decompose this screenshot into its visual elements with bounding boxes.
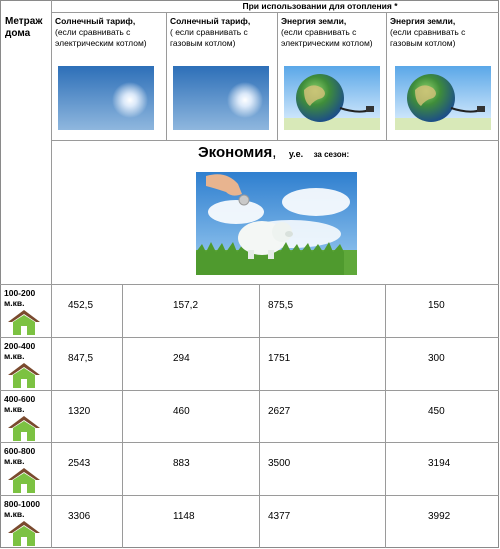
table-cell: 300 xyxy=(428,353,445,364)
table-cell: 875,5 xyxy=(268,300,294,311)
house-icon xyxy=(7,415,41,441)
savings-comma: , xyxy=(272,144,277,161)
column-note: (если сравнивать с электрическим котлом) xyxy=(281,27,373,48)
table-cell: 2543 xyxy=(68,458,91,469)
table-cell: 3500 xyxy=(268,458,291,469)
table-cell: 3306 xyxy=(68,511,91,522)
area-range: 200-400 xyxy=(4,341,36,351)
column-note: (если сравнивать с электрическим котлом) xyxy=(55,27,147,48)
column-note: ( если сравнивать с газовым котлом) xyxy=(170,27,248,48)
table-cell: 4377 xyxy=(268,511,291,522)
divider xyxy=(166,12,167,140)
sun-image xyxy=(58,66,154,130)
table-cell: 3194 xyxy=(428,458,451,469)
area-range-label xyxy=(4,288,35,308)
divider xyxy=(0,442,499,443)
table-cell: 460 xyxy=(173,406,190,417)
area-range-label xyxy=(4,394,35,414)
area-unit: м.кв. xyxy=(4,351,25,361)
column-note: (если сравнивать с газовым котлом) xyxy=(390,27,466,48)
table-cell: 3992 xyxy=(428,511,451,522)
area-header-line2: дома xyxy=(5,28,31,39)
divider xyxy=(277,12,278,140)
area-unit: м.кв. xyxy=(4,404,25,414)
area-range-label xyxy=(4,499,40,519)
divider xyxy=(386,12,387,140)
house-icon xyxy=(7,362,41,388)
piggy-bank-image xyxy=(196,172,357,275)
area-range: 600-800 xyxy=(4,446,36,456)
sun-image xyxy=(173,66,269,130)
divider xyxy=(51,12,499,13)
house-icon xyxy=(7,467,41,493)
group-title: При использовании для отопления * xyxy=(242,1,398,11)
area-range-label xyxy=(4,341,35,361)
column-title: Энергия земли, xyxy=(390,16,456,26)
column-header-1 xyxy=(55,16,165,49)
divider xyxy=(0,337,499,338)
column-title: Энергия земли, xyxy=(281,16,347,26)
savings-season: за сезон: xyxy=(313,150,350,159)
divider xyxy=(0,390,499,391)
divider xyxy=(51,0,52,548)
table-cell: 847,5 xyxy=(68,353,94,364)
savings-word: Экономия xyxy=(198,144,273,161)
column-header-3 xyxy=(281,16,385,49)
table-cell: 452,5 xyxy=(68,300,94,311)
table-cell: 150 xyxy=(428,300,445,311)
divider xyxy=(0,284,499,285)
area-range: 100-200 xyxy=(4,288,36,298)
divider xyxy=(0,495,499,496)
divider xyxy=(385,284,386,548)
house-icon xyxy=(7,309,41,335)
savings-title xyxy=(198,144,349,162)
area-range-label xyxy=(4,446,35,466)
area-range: 800-1000 xyxy=(4,499,40,509)
area-range: 400-600 xyxy=(4,394,36,404)
table-cell: 1148 xyxy=(173,511,195,522)
divider xyxy=(51,140,499,141)
table-cell: 2627 xyxy=(268,406,291,417)
house-icon xyxy=(7,520,41,546)
table-cell: 157,2 xyxy=(173,300,199,311)
table-cell: 883 xyxy=(173,458,190,469)
area-unit: м.кв. xyxy=(4,456,25,466)
area-unit: м.кв. xyxy=(4,298,25,308)
column-title: Солнечный тариф, xyxy=(55,16,136,26)
savings-unit: у.е. xyxy=(288,149,304,159)
column-header-4 xyxy=(390,16,496,49)
earth-plug-image xyxy=(284,66,380,130)
column-header-2 xyxy=(170,16,275,49)
divider xyxy=(259,284,260,548)
area-header-line1: Метраж xyxy=(5,16,43,27)
earth-plug-image xyxy=(395,66,491,130)
table-cell: 294 xyxy=(173,353,190,364)
table-cell: 450 xyxy=(428,406,445,417)
area-header xyxy=(5,16,42,40)
table-cell: 1751 xyxy=(268,353,291,364)
column-title: Солнечный тариф, xyxy=(170,16,251,26)
divider xyxy=(122,284,123,548)
area-unit: м.кв. xyxy=(4,509,25,519)
table-cell: 1320 xyxy=(68,406,91,417)
